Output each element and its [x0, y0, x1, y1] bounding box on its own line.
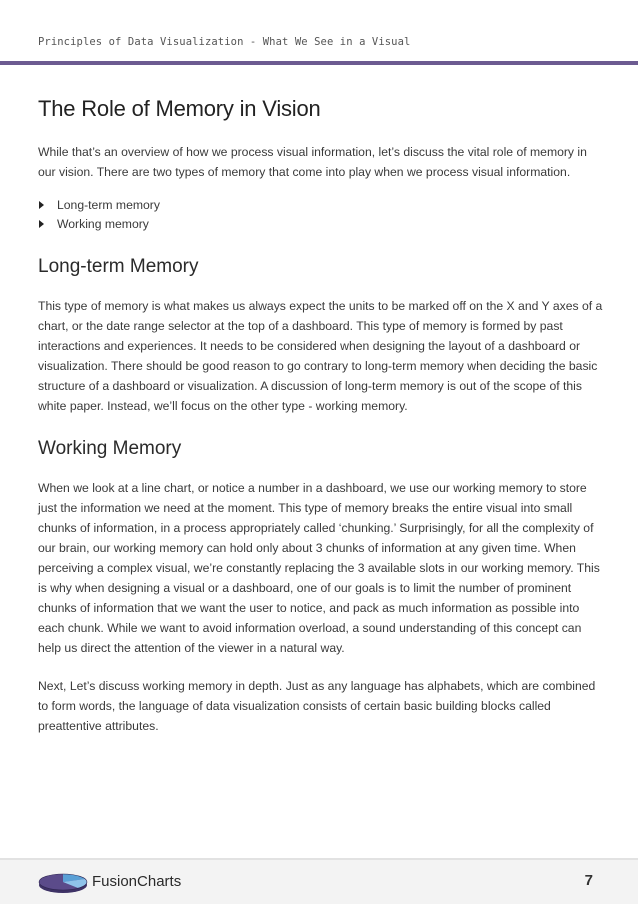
- section-title-working-memory: Working Memory: [38, 438, 182, 459]
- page-number: 7: [584, 872, 593, 889]
- page-content: [38, 96, 603, 754]
- brand-name: FusionCharts: [92, 873, 182, 890]
- long-term-memory-paragraph: This type of memory is what makes us always expect the units to be marked off on the X and Y axes of a chart, or the date range selector at the top of a dashboard. This type of memory is formed by past interactions and experiences. It needs to be considered when designing the layout of a dashboard or visualization. There should be good reason to go contrary to long-term memory when deciding the basic structure of a dashboard or visualization. A discussion of long-term memory is out of the scope of this white paper. Instead, we’ll focus on the other type - working memory.: [38, 299, 603, 413]
- list-item-label: Working memory: [57, 217, 149, 231]
- section-title-role-of-memory: The Role of Memory in Vision: [38, 96, 321, 121]
- header-divider: [0, 61, 638, 65]
- intro-paragraph: While that’s an overview of how we process visual information, let’s discuss the vital role of memory in our vision. There are two types of memory that come into play when we process visual information.: [38, 145, 587, 179]
- list-item: [38, 196, 603, 215]
- working-memory-paragraph-2: Next, Let’s discuss working memory in depth. Just as any language has alphabets, which are combined to form words, the language of data visualization consists of certain basic building blocks called preattentive attributes.: [38, 679, 596, 733]
- running-header: Principles of Data Visualization - What We See in a Visual: [38, 36, 411, 48]
- triangle-bullet-icon: [39, 201, 44, 209]
- triangle-bullet-icon: [39, 220, 44, 228]
- fusioncharts-pie-logo-icon: [38, 868, 90, 896]
- section-title-long-term-memory: Long-term Memory: [38, 256, 199, 277]
- page-footer: [0, 858, 638, 904]
- working-memory-paragraph-1: When we look at a line chart, or notice a number in a dashboard, we use our working memory to store just the information we need at the moment. This type of memory breaks the entire visual into small chunks of information, in a process appropriately called ‘chunking.’ Surprisingly, for all the complexity of our brain, our working memory can hold only about 3 chunks of information at any given time. When perceiving a complex visual, we’re constantly replacing the 3 available slots in our working memory. This is why when designing a visual or a dashboard, one of our goals is to limit the number of prominent chunks of information that we want the user to notice, and pack as much information as possible into each chunk. While we want to avoid information overload, a sound understanding of this concept can help us direct the attention of the viewer in a natural way.: [38, 481, 600, 655]
- list-item-label: Long-term memory: [57, 198, 160, 212]
- list-item: [38, 215, 603, 234]
- memory-types-list: [38, 196, 603, 234]
